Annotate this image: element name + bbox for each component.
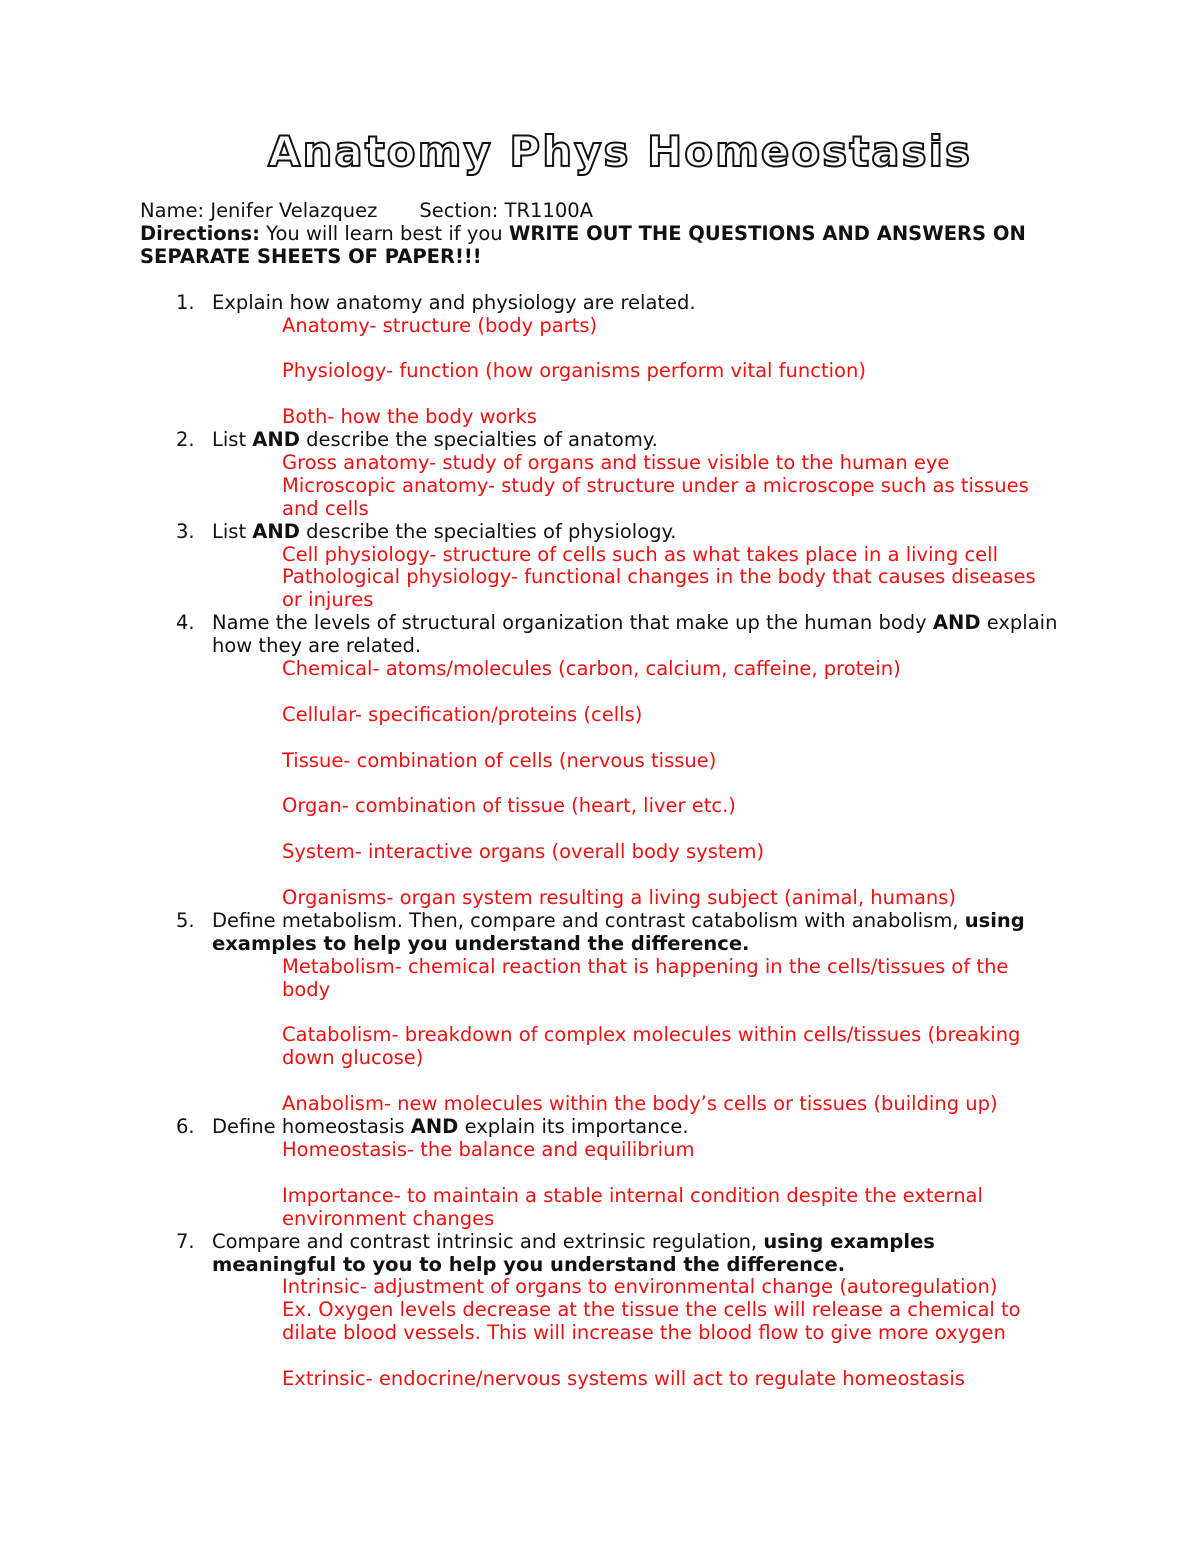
answer-spacer [282,1070,1060,1093]
answer-line: Pathological physiology- functional changes in the body that causes diseases or injures [282,565,1036,612]
question-text-segment: Compare and contrast intrinsic and extrinsic regulation, [212,1229,764,1253]
answer-line: Organisms- organ system resulting a living subject (animal, humans) [282,886,957,910]
question-item [140,910,1060,1116]
answer-line: Anatomy- structure (body parts) [282,313,598,337]
document-title: Anatomy Phys Homeostasis [267,127,973,176]
answer-block [212,452,1060,521]
question-text [212,1231,1060,1277]
question-item [140,429,1060,521]
answer-block [212,658,1060,910]
question-emphasis: using examples meaningful to you to help you understand the difference. [212,1229,935,1276]
answer-spacer [282,864,1060,887]
question-item [140,292,1060,429]
answer-line: Ex. Oxygen levels decrease at the tissue the cells will release a chemical to dilate blood vessels. This will increase the blood flow to give more oxygen [282,1298,1021,1345]
answer-line: Organ- combination of tissue (heart, liver etc.) [282,794,736,818]
answer-line: Both- how the body works [282,405,537,429]
answer-block [212,315,1060,430]
student-info-line [140,200,1060,223]
question-emphasis: using examples to help you understand the difference. [212,908,1025,955]
answer-block [212,544,1060,613]
answer-line: Catabolism- breakdown of complex molecules within cells/tissues (breaking down glucose) [282,1023,1021,1070]
question-text-segment: describe the specialties of anatomy. [299,428,658,452]
question-emphasis: AND [252,428,300,452]
question-number: 3. [176,519,195,543]
question-number: 7. [176,1229,195,1253]
answer-line: Anabolism- new molecules within the body’s cells or tissues (building up) [282,1092,998,1116]
spacer [140,269,1060,292]
answer-line: Chemical- atoms/molecules (carbon, calcium, caffeine, protein) [282,657,901,681]
question-text [212,612,1060,658]
answer-block [212,956,1060,1116]
question-text [212,292,1060,315]
section-value: TR1100A [504,199,593,222]
question-emphasis: AND [410,1115,459,1139]
answer-line: Microscopic anatomy- study of structure under a microscope such as tissues and cells [282,473,1029,520]
directions [140,223,1060,269]
answer-spacer [282,337,1060,360]
question-number: 2. [176,428,195,452]
question-text-segment: describe the specialties of physiology. [299,519,677,543]
question-text-segment: Define metabolism. Then, compare and contrast catabolism with anabolism, [212,908,965,932]
answer-spacer [282,1002,1060,1025]
directions-label: Directions: [140,221,260,245]
answer-spacer [282,818,1060,841]
answer-line: Cell physiology- structure of cells such as what takes place in a living cell [282,542,999,566]
question-text [212,910,1060,956]
answer-line: System- interactive organs (overall body system) [282,840,765,864]
answer-line: Metabolism- chemical reaction that is happening in the cells/tissues of the body [282,954,1009,1001]
answer-spacer [282,773,1060,796]
name-label: Name: [140,199,205,222]
question-item [140,521,1060,613]
question-text-segment: explain how they are related. [212,611,1058,658]
answer-line: Physiology- function (how organisms perform vital function) [282,359,866,383]
question-text-segment: Name the levels of structural organization that make up the human body [212,611,933,635]
question-number: 4. [176,611,195,635]
question-number: 6. [176,1115,195,1139]
answer-line: Extrinsic- endocrine/nervous systems will act to regulate homeostasis [282,1367,965,1391]
question-item [140,1116,1060,1231]
answer-line: Gross anatomy- study of organs and tissue visible to the human eye [282,450,950,474]
directions-text: You will learn best if you [266,221,503,245]
answer-block [212,1276,1060,1391]
answer-line: Tissue- combination of cells (nervous tissue) [282,748,717,772]
question-number: 1. [176,290,195,314]
directions-emphasis: WRITE OUT THE QUESTIONS AND ANSWERS ON SEPARATE SHEETS OF PAPER!!! [140,221,1026,268]
name-value: Jenifer Velazquez [210,199,378,222]
document-body [140,200,1060,1391]
question-number: 5. [176,908,195,932]
question-item [140,1231,1060,1391]
question-text [212,521,1060,544]
answer-line: Homeostasis- the balance and equilibrium [282,1138,695,1161]
question-text [212,429,1060,452]
answer-spacer [282,727,1060,750]
question-item [140,612,1060,910]
question-list [140,292,1060,1391]
answer-line: Cellular- specification/proteins (cells) [282,702,643,726]
question-text-segment: explain its importance. [458,1115,689,1139]
answer-line: Importance- to maintain a stable internal condition despite the external environment changes [282,1183,983,1230]
answer-line: Intrinsic- adjustment of organs to environmental change (autoregulation) [282,1275,998,1299]
question-emphasis: AND [932,611,981,635]
question-text-segment: List [212,519,253,543]
question-text-segment: Explain how anatomy and physiology are related. [212,290,696,314]
section-label: Section: [419,199,499,222]
answer-spacer [282,681,1060,704]
question-text [212,1116,1060,1139]
question-text-segment: List [212,428,253,452]
answer-spacer [282,1345,1060,1368]
answer-spacer [282,1162,1060,1185]
answer-block [212,1139,1060,1231]
answer-spacer [282,383,1060,406]
question-text-segment: Define homeostasis [212,1115,411,1139]
question-emphasis: AND [252,519,300,543]
